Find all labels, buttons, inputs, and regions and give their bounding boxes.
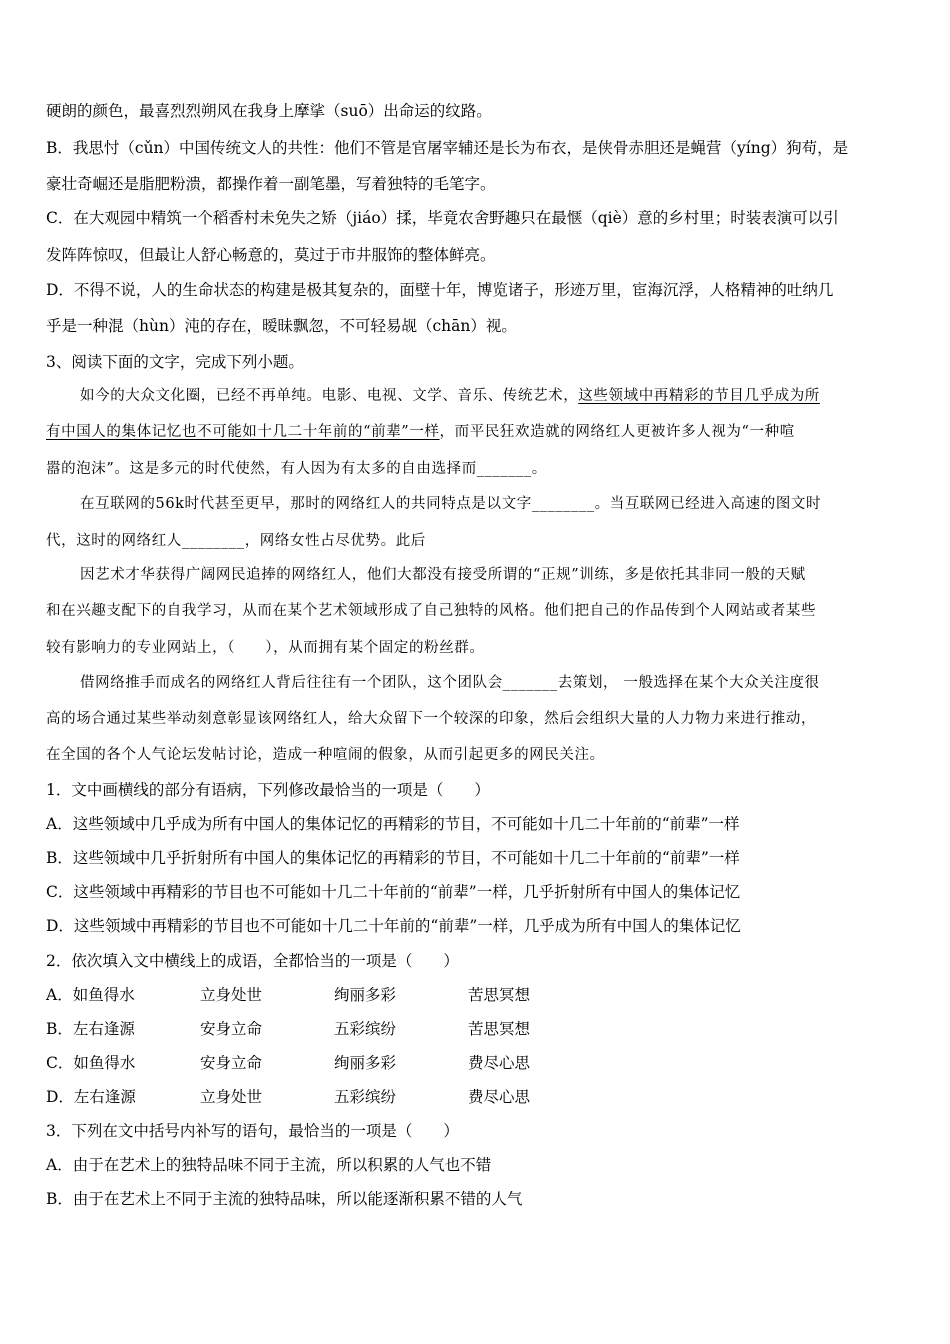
sub-question-3: 3．下列在文中括号内补写的语句，最恰当的一项是（ ） <box>46 1122 459 1140</box>
question-3-heading: 3、阅读下面的文字，完成下列小题。 <box>46 353 304 371</box>
option-b-line-2: 豪壮奇崛还是脂肥粉溃，都操作着一副笔墨，写着独特的毛笔字。 <box>46 175 496 193</box>
sub-question-2: 2．依次填入文中横线上的成语，全都恰当的一项是（ ） <box>46 952 459 970</box>
sub-question-3-option-a[interactable]: A．由于在艺术上的独特品味不同于主流，所以积累的人气也不错 <box>46 1156 492 1174</box>
passage-p3-line-2: 和在兴趣支配下的自我学习，从而在某个艺术领域形成了自己独特的风格。他们把自己的作品传到个人网站或者某些 <box>46 603 817 619</box>
idiom: A．如鱼得水 <box>46 986 135 1004</box>
sub-question-1-option-a[interactable]: A．这些领域中几乎成为所有中国人的集体记忆的再精彩的节目，不可能如十几二十年前的“前辈”一样 <box>46 815 740 833</box>
idiom: 绚丽多彩 <box>334 986 397 1004</box>
passage-p2-line-2: 代，这时的网络红人________，网络女性占尽优势。此后 <box>46 533 426 549</box>
sub-question-1-option-b[interactable]: B．这些领域中几乎折射所有中国人的集体记忆的再精彩的节目，不可能如十几二十年前的“前辈”一样 <box>46 849 740 867</box>
idiom: 安身立命 <box>200 1054 263 1072</box>
idiom: 立身处世 <box>200 1088 263 1106</box>
idiom: 费尽心思 <box>468 1088 531 1106</box>
idiom: D．左右逢源 <box>46 1088 136 1106</box>
sub-question-1-option-d[interactable]: D．这些领域中再精彩的节目也不可能如十几二十年前的“前辈”一样，几乎成为所有中国人的集体记忆 <box>46 917 741 935</box>
idiom: 绚丽多彩 <box>334 1054 397 1072</box>
passage-p2-line-1: 在互联网的56k时代甚至更早，那时的网络红人的共同特点是以文字________。当互联网已经进入高速的图文时 <box>80 496 822 512</box>
idiom: 苦思冥想 <box>468 986 531 1004</box>
passage-text: 如今的大众文化圈，已经不再单纯。电影、电视、文学、音乐、传统艺术， <box>80 388 579 404</box>
idiom: 五彩缤纷 <box>334 1020 397 1038</box>
idiom: B．左右逢源 <box>46 1020 135 1038</box>
idiom: 立身处世 <box>200 986 263 1004</box>
passage-p4-line-2: 高的场合通过某些举动刻意彰显该网络红人，给大众留下一个较深的印象，然后会组织大量的人力物力来进行推动， <box>46 711 817 727</box>
sub-question-1-option-c[interactable]: C．这些领域中再精彩的节目也不可能如十几二十年前的“前辈”一样，几乎折射所有中国人的集体记忆 <box>46 883 741 901</box>
idiom: C．如鱼得水 <box>46 1054 136 1072</box>
option-b-line-1: B．我思忖（cǔn）中国传统文人的共性：他们不管是官屠宰辅还是长为布衣，是侠骨赤胆还是蝇营（yíng）狗苟，是 <box>46 139 849 157</box>
idiom: 苦思冥想 <box>468 1020 531 1038</box>
passage-p4-line-1: 借网络推手而成名的网络红人背后往往有一个团队，这个团队会_______去策划， 一般选择在某个大众关注度很 <box>80 675 820 691</box>
sub-question-3-option-b[interactable]: B．由于在艺术上不同于主流的独特品味，所以能逐渐积累不错的人气 <box>46 1190 523 1208</box>
option-d-line-2: 乎是一种混（hùn）沌的存在，暧昧飘忽，不可轻易觇（chān）视。 <box>46 317 517 335</box>
option-c-line-2: 发阵阵惊叹，但最让人舒心畅意的，莫过于市井服饰的整体鲜亮。 <box>46 246 496 264</box>
sub-question-1: 1．文中画横线的部分有语病，下列修改最恰当的一项是（ ） <box>46 781 490 799</box>
idiom: 费尽心思 <box>468 1054 531 1072</box>
passage-p1-line-3: 嚣的泡沫”。这是多元的时代使然，有人因为有太多的自由选择而_______。 <box>46 461 547 477</box>
option-c-line-1: C．在大观园中精筑一个稻香村未免失之矫（jiáo）揉，毕竟农舍野趣只在最惬（qiè）意的乡村里；时装表演可以引 <box>46 209 839 227</box>
underlined-sentence: 有中国人的集体记忆也不可能如十几二十年前的“前辈”一样 <box>46 424 440 440</box>
passage-p3-line-3: 较有影响力的专业网站上，（ ），从而拥有某个固定的粉丝群。 <box>46 640 485 656</box>
underlined-sentence: 这些领域中再精彩的节目几乎成为所 <box>578 388 820 404</box>
option-d-line-1: D．不得不说，人的生命状态的构建是极其复杂的，面壁十年，博览诸子，形迹万里，宦海沉浮，人格精神的吐纳几 <box>46 281 834 299</box>
idiom: 五彩缤纷 <box>334 1088 397 1106</box>
idiom: 安身立命 <box>200 1020 263 1038</box>
passage-p1-line-2 <box>46 422 795 442</box>
passage-p4-line-3: 在全国的各个人气论坛发帖讨论，造成一种喧闹的假象，从而引起更多的网民关注。 <box>46 747 605 763</box>
passage-text: ，而平民狂欢造就的网络红人更被许多人视为“一种喧 <box>439 424 795 440</box>
passage-p1-line-1 <box>80 386 820 406</box>
passage-p3-line-1: 因艺术才华获得广阔网民追捧的网络红人，他们大都没有接受所谓的“正规”训练，多是依托其非同一般的天赋 <box>80 567 806 583</box>
option-a-continuation: 硬朗的颜色，最喜烈烈朔风在我身上摩挲（suō）出命运的纹路。 <box>46 102 492 120</box>
